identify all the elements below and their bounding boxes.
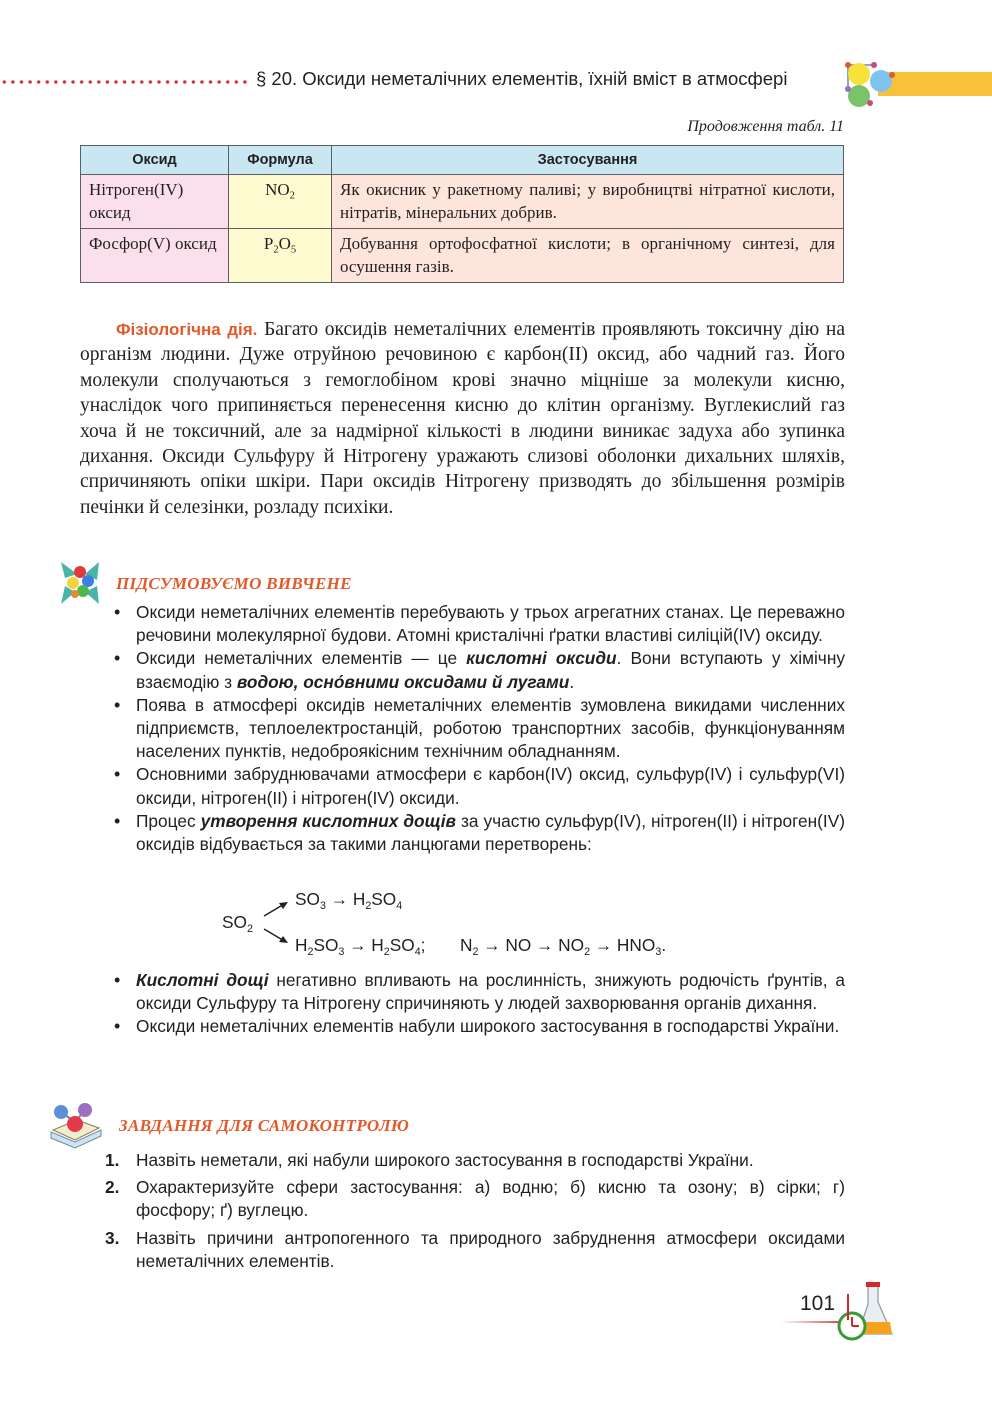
table-row [81, 175, 844, 229]
list-item: • Процес утворення кислотних дощів за участю сульфур(IV), нітроген(II) і нітроген(IV) оксидів відбувається за такими ланцюгами перетворень: [112, 810, 845, 856]
oxide-name-cell: Фосфор(V) оксид [81, 229, 229, 283]
list-item: • Оксиди неметалічних елементів перебувають у трьох агрегатних станах. Це переважно речовини молекулярної будови. Атомні кристалічні ґратки властиві силіцій(IV) оксиду. [112, 601, 845, 647]
task-item: 1. Назвіть неметали, які набули широкого застосування в господарстві України. [105, 1150, 754, 1170]
application-cell: Добування ортофосфатної кислоти; в органічному синтезі, для осушення газів. [332, 229, 844, 283]
summary-list-bottom [112, 969, 845, 1039]
header-dotted-line [0, 79, 248, 85]
task-item: 3. Назвіть причини антропогенного та природного забруднення атмосфери оксидами неметалічних елементів. [105, 1227, 845, 1271]
summary-heading: ПІДСУМОВУЄМО ВИВЧЕНЕ [116, 574, 352, 593]
physiology-text: Багато оксидів неметалічних елементів проявляють токсичну дію на організм людини. Дуже отруйною речовиною є карбон(II) оксид, або чадний газ. Його молекули сполучаються з гемоглобіном крові значно міцніше за молекули кисню, унаслідок чого припиняється перенесення кисню до клітин організму. Вуглекислий газ хоча й не токсичний, але за надмірної кількості в людини виникає задуха або зупинка дихання. Оксиди Сульфуру й Нітрогену уражають слизові оболонки дихальних шляхів, спричиняють опіки шкіри. Пари оксидів Нітрогену призводять до збільшення розмірів печінки й селезінки, розладу психіки. [80, 319, 845, 518]
arrow-up-icon [262, 898, 292, 920]
application-cell: Як окисник у ракетному паливі; у виробництві нітратної кислоти, нітратів, мінеральних добрив. [332, 175, 844, 229]
task-item: 2. Охарактеризуйте сфери застосування: а) водню; б) кисню та озону; в) сірки; г) фосфору; ґ) вуглецю. [105, 1177, 845, 1221]
oxide-name-cell: Нітроген(IV) оксид [81, 175, 229, 229]
column-header-oxide: Оксид [81, 146, 229, 175]
formula-cell: $P_2O_5$ [229, 229, 332, 283]
atom-cluster-icon [55, 556, 105, 610]
arrow-down-icon [262, 926, 292, 948]
list-item: • Кислотні дощі негативно впливають на рослинність, знижують родючість ґрунтів, а оксиди Сульфуру та Нітрогену спричиняють у людей захворювання органів дихання. [112, 969, 845, 1015]
book-molecule-icon [47, 1102, 105, 1152]
page-header-title: § 20. Оксиди неметалічних елементів, їхній вміст в атмосфері [256, 68, 788, 89]
physiology-lead: Фізіологічна дія. [116, 320, 258, 339]
molecule-icon [840, 55, 898, 111]
oxides-application-table [80, 145, 844, 283]
list-item: • Основними забруднювачами атмосфери є карбон(IV) оксид, сульфур(IV) і сульфур(VI) оксиди, нітроген(II) і нітроген(IV) оксиди. [112, 763, 845, 809]
formula-cell: $NO_2$ [229, 175, 332, 229]
scheme-lower-chain: $H_2SO_3 \to H_2SO_4$; [295, 935, 426, 958]
scheme-upper-chain: $SO_3 \to H_2SO_4$ [295, 889, 403, 912]
column-header-formula: Формула [229, 146, 332, 175]
column-header-application: Застосування [332, 146, 844, 175]
physiology-paragraph [80, 317, 845, 520]
list-item: • Поява в атмосфері оксидів неметалічних елементів зумовлена викидами численних підприємств, теплоелектростанцій, роботою транспортних засобів, функціонуванням населених пунктів, недоброякісним технічним обладнанням. [112, 694, 845, 764]
tasks-heading: ЗАВДАННЯ ДЛЯ САМОКОНТРОЛЮ [119, 1116, 410, 1135]
list-item: • Оксиди неметалічних елементів — це кислотні оксиди. Вони вступають у хімічну взаємодію з водою, осно́вними оксидами й лугами. [112, 647, 845, 693]
tasks-list [105, 1149, 845, 1277]
list-item: • Оксиди неметалічних елементів набули широкого застосування в господарстві України. [112, 1015, 845, 1038]
flask-clock-icon [828, 1280, 898, 1342]
table-row [81, 229, 844, 283]
scheme-nitrogen-chain: $N_2$ → NO → $NO_2 \to HNO_3$. [460, 935, 667, 958]
table-continuation-caption: Продовження табл. 11 [687, 118, 844, 135]
acid-rain-scheme [222, 888, 742, 968]
summary-list-top [112, 601, 845, 856]
scheme-start-formula: $SO_2$ [222, 912, 253, 935]
page-number: 101 [800, 1292, 836, 1315]
table-header-row [81, 146, 844, 175]
